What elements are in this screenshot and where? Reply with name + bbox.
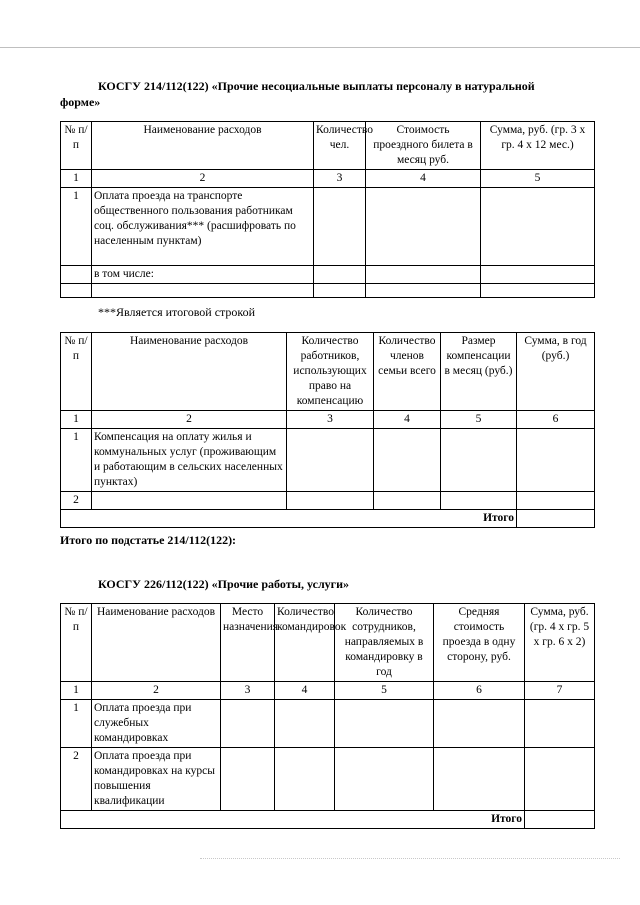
total-label: Итого [61, 510, 517, 528]
row-name: в том числе: [92, 266, 314, 284]
table-section1 [60, 121, 595, 298]
cell-empty [61, 284, 92, 298]
table-row [61, 748, 595, 811]
total-row [61, 811, 595, 829]
row-num: 1 [61, 429, 92, 492]
header-name: Наименование расходов [92, 604, 221, 682]
row-name: Оплата проезда на транспорте общественного пользования работникам соц. обслуживания*** (расшифровать по населенным пунктам) [92, 188, 314, 266]
section1-title [60, 78, 594, 110]
cell-empty [314, 266, 366, 284]
header-avg-cost: Средняя стоимость проезда в одну сторону, руб. [434, 604, 525, 682]
subtotal-label: Итого по подстатье 214/112(122): [60, 533, 237, 547]
cell-empty [366, 188, 481, 266]
col-number: 4 [275, 682, 335, 700]
cell-empty [221, 700, 275, 748]
header-num: № п/п [61, 333, 92, 411]
cell-empty [335, 748, 434, 811]
col-number: 6 [517, 411, 595, 429]
cell-empty [374, 492, 441, 510]
header-trips: Количество командировок [275, 604, 335, 682]
header-employees: Количество сотрудников, направляемых в командировку в год [335, 604, 434, 682]
cell-empty [61, 266, 92, 284]
total-value [525, 811, 595, 829]
cell-empty [92, 492, 287, 510]
header-destination: Место назначения [221, 604, 275, 682]
col-number: 4 [366, 170, 481, 188]
cell-empty [525, 700, 595, 748]
col-number: 5 [481, 170, 595, 188]
row-num: 2 [61, 748, 92, 811]
total-value [517, 510, 595, 528]
header-name: Наименование расходов [92, 122, 314, 170]
table-row [61, 266, 595, 284]
col-number: 3 [221, 682, 275, 700]
cell-empty [275, 748, 335, 811]
col-number: 2 [92, 411, 287, 429]
row-num: 1 [61, 188, 92, 266]
cell-empty [481, 284, 595, 298]
cell-empty [366, 284, 481, 298]
header-sum: Сумма, руб. (гр. 3 х гр. 4 х 12 мес.) [481, 122, 595, 170]
page-top-rule [0, 47, 640, 48]
cell-empty [314, 284, 366, 298]
col-number: 5 [335, 682, 434, 700]
table-row [61, 284, 595, 298]
cell-empty [92, 284, 314, 298]
header-workers-count: Количество работников, использующих право на компенсацию [287, 333, 374, 411]
total-row [61, 510, 595, 528]
scan-artifact-line [200, 858, 620, 862]
cell-empty [366, 266, 481, 284]
cell-empty [434, 700, 525, 748]
row-name: Оплата проезда при служебных командировках [92, 700, 221, 748]
row-num: 2 [61, 492, 92, 510]
col-number: 4 [374, 411, 441, 429]
header-count: Количество чел. [314, 122, 366, 170]
column-numbers-row [61, 682, 595, 700]
column-numbers-row [61, 170, 595, 188]
header-sum-year: Сумма, в год (руб.) [517, 333, 595, 411]
table-section3 [60, 603, 595, 829]
cell-empty [374, 429, 441, 492]
table-row [61, 492, 595, 510]
col-number: 1 [61, 682, 92, 700]
cell-empty [287, 492, 374, 510]
cell-empty [441, 429, 517, 492]
col-number: 7 [525, 682, 595, 700]
col-number: 3 [287, 411, 374, 429]
footnote: ***Является итоговой строкой [98, 305, 256, 319]
cell-empty [481, 266, 595, 284]
cell-empty [275, 700, 335, 748]
column-numbers-row [61, 411, 595, 429]
cell-empty [314, 188, 366, 266]
cell-empty [517, 492, 595, 510]
row-name: Оплата проезда при командировках на курсы повышения квалификации [92, 748, 221, 811]
table-row [61, 700, 595, 748]
section1-title-line1: КОСГУ 214/112(122) «Прочие несоциальные выплаты персоналу в натуральной [98, 79, 535, 93]
total-label: Итого [61, 811, 525, 829]
table-header-row [61, 604, 595, 682]
cell-empty [221, 748, 275, 811]
col-number: 5 [441, 411, 517, 429]
cell-empty [481, 188, 595, 266]
header-family-count: Количество членов семьи всего [374, 333, 441, 411]
row-num: 1 [61, 700, 92, 748]
table-header-row [61, 333, 595, 411]
header-num: № п/п [61, 604, 92, 682]
cell-empty [517, 429, 595, 492]
cell-empty [287, 429, 374, 492]
header-name: Наименование расходов [92, 333, 287, 411]
table-header-row [61, 122, 595, 170]
section1-title-line2: форме» [60, 95, 101, 109]
header-num: № п/п [61, 122, 92, 170]
cell-empty [335, 700, 434, 748]
col-number: 1 [61, 170, 92, 188]
section3-title: КОСГУ 226/112(122) «Прочие работы, услуги» [98, 577, 350, 591]
header-compensation: Размер компенсации в месяц (руб.) [441, 333, 517, 411]
header-sum: Сумма, руб. (гр. 4 х гр. 5 х гр. 6 х 2) [525, 604, 595, 682]
cell-empty [434, 748, 525, 811]
header-ticket-cost: Стоимость проездного билета в месяц руб. [366, 122, 481, 170]
table-section2 [60, 332, 595, 528]
table-row [61, 188, 595, 266]
table-row [61, 429, 595, 492]
cell-empty [441, 492, 517, 510]
cell-empty [525, 748, 595, 811]
col-number: 1 [61, 411, 92, 429]
row-name: Компенсация на оплату жилья и коммунальных услуг (проживающим и работающим в сельских населенных пунктах) [92, 429, 287, 492]
col-number: 3 [314, 170, 366, 188]
col-number: 6 [434, 682, 525, 700]
col-number: 2 [92, 682, 221, 700]
col-number: 2 [92, 170, 314, 188]
